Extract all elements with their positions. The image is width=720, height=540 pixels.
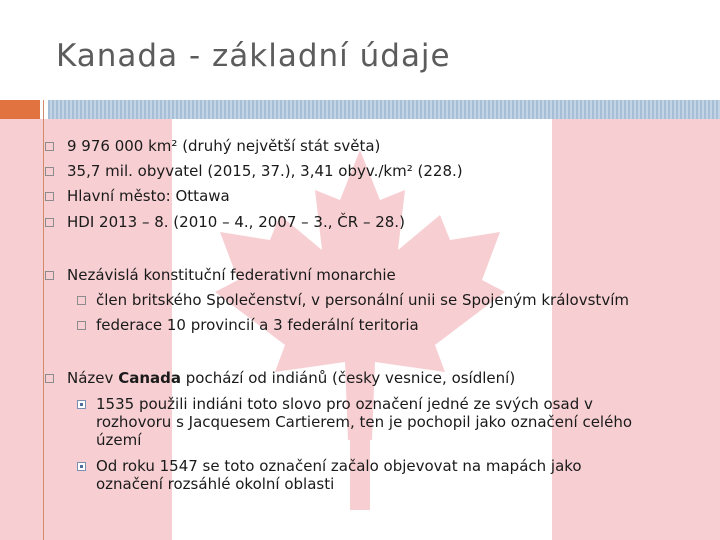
fact-hdi: HDI 2013 – 8. (2010 – 4., 2007 – 3., ČR – 28.) xyxy=(67,213,405,231)
name-origin-item-line: Od roku 1547 se toto označení začalo objevovat na mapách jako xyxy=(96,457,582,475)
bullet-icon xyxy=(45,142,54,151)
sub-bullet-icon xyxy=(77,462,86,471)
bullet-icon xyxy=(45,271,54,280)
bullet-icon xyxy=(45,192,54,201)
bullet-icon xyxy=(45,374,54,383)
name-origin-item-line: území xyxy=(96,431,142,449)
name-origin-prefix: Název xyxy=(67,369,114,387)
government-heading: Nezávislá konstituční federativní monarchie xyxy=(67,266,396,284)
name-origin-emphasis: Canada xyxy=(118,369,181,387)
name-origin-suffix: pochází od indiánů (česky vesnice, osídlení) xyxy=(185,369,516,387)
sub-bullet-icon xyxy=(77,321,86,330)
fact-capital: Hlavní město: Ottawa xyxy=(67,187,230,205)
fact-area: 9 976 000 km² (druhý největší stát světa) xyxy=(67,137,381,155)
sub-bullet-icon xyxy=(77,296,86,305)
bullet-icon xyxy=(45,167,54,176)
name-origin-heading xyxy=(67,369,515,387)
name-origin-item-line: označení rozsáhlé okolní oblasti xyxy=(96,475,335,493)
bullet-icon xyxy=(45,218,54,227)
sub-bullet-icon xyxy=(77,400,86,409)
name-origin-item-line: 1535 použili indiáni toto slovo pro označení jedné ze svých osad v xyxy=(96,395,593,413)
name-origin-item-line: rozhovoru s Jacquesem Cartierem, ten je pochopil jako označení celého xyxy=(96,413,633,431)
government-item: člen britského Společenství, v personální unii se Spojeným královstvím xyxy=(96,291,629,309)
slide-title: Kanada - základní údaje xyxy=(56,38,451,74)
fact-population: 35,7 mil. obyvatel (2015, 37.), 3,41 obyv./km² (228.) xyxy=(67,162,463,180)
government-item: federace 10 provincií a 3 federální teritoria xyxy=(96,316,419,334)
